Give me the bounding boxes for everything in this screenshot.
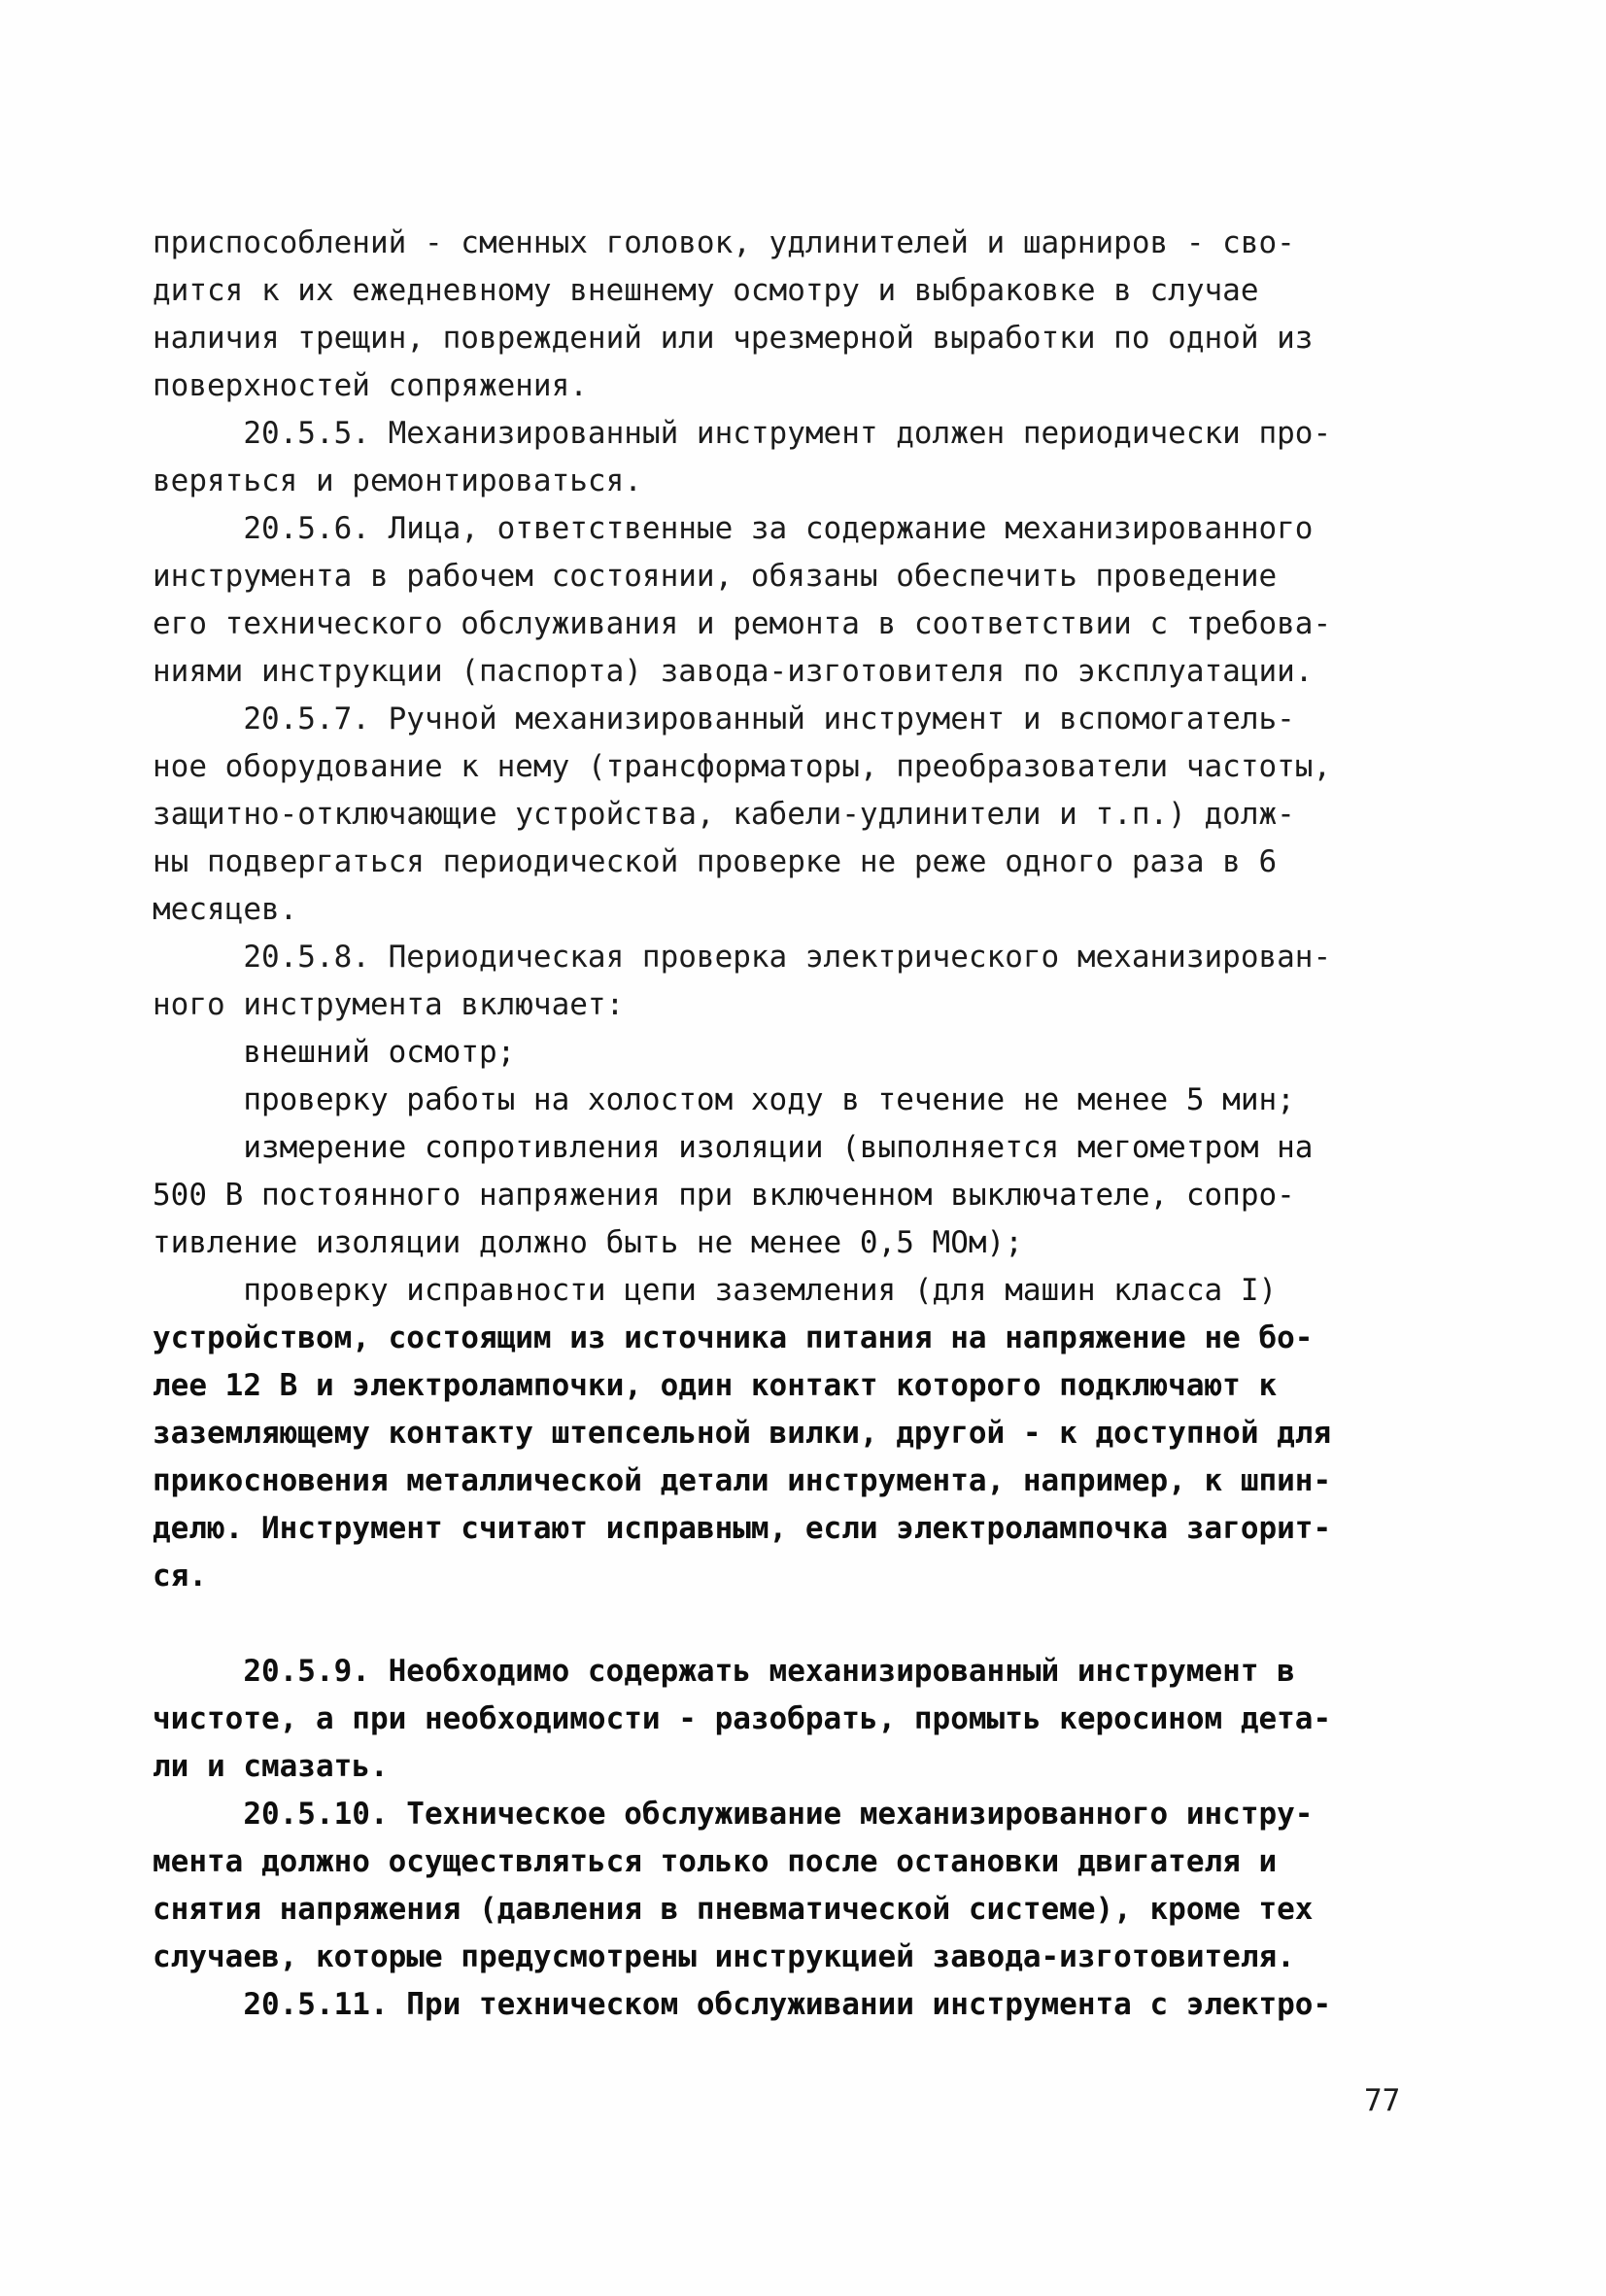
text-line: его технического обслуживания и ремонта в соответствии с требова- <box>153 606 1332 641</box>
text-line: устройством, состоящим из источника питания на напряжение не бо- <box>153 1320 1314 1355</box>
text-line: делю. Инструмент считают исправным, если электролампочка загорит- <box>153 1511 1332 1546</box>
text-line: веряться и ремонтироваться. <box>153 463 642 498</box>
text-line: заземляющему контакту штепсельной вилки, другой - к доступной для <box>153 1416 1332 1451</box>
text-line: наличия трещин, повреждений или чрезмерной выработки по одной из <box>153 321 1314 356</box>
list-item: внешний осмотр; <box>153 1035 516 1070</box>
text-line: тивление изоляции должно быть не менее 0,5 МОм); <box>153 1225 1023 1260</box>
text-line: чистоте, а при необходимости - разобрать, промыть керосином дета- <box>153 1701 1332 1736</box>
paragraph-20-5-6: 20.5.6. Лица, ответственные за содержание механизированного <box>153 511 1314 546</box>
paragraph-20-5-5: 20.5.5. Механизированный инструмент должен периодически про- <box>153 416 1332 451</box>
paragraph-20-5-7: 20.5.7. Ручной механизированный инструмент и вспомогатель- <box>153 702 1295 737</box>
paragraph-gap <box>153 1600 1474 1648</box>
page-number: 77 <box>1364 2083 1401 2118</box>
list-item: проверку исправности цепи заземления (для машин класса I) <box>153 1273 1278 1308</box>
text-line: приспособлений - сменных головок, удлинителей и шарниров - сво- <box>153 225 1295 260</box>
text-line: поверхностей сопряжения. <box>153 368 588 403</box>
text-line: прикосновения металлической детали инструмента, например, к шпин- <box>153 1463 1332 1498</box>
text-line: ниями инструкции (паспорта) завода-изготовителя по эксплуатации. <box>153 654 1314 689</box>
text-line: ное оборудование к нему (трансформаторы, преобразователи частоты, <box>153 749 1332 784</box>
text-line: случаев, которые предусмотрены инструкцией завода-изготовителя. <box>153 1939 1295 1974</box>
text-line: мента должно осуществляться только после остановки двигателя и <box>153 1844 1278 1879</box>
text-line: защитно-отключающие устройства, кабели-удлинители и т.п.) долж- <box>153 797 1295 832</box>
list-item: проверку работы на холостом ходу в течение не менее 5 мин; <box>153 1082 1295 1117</box>
text-line: 500 В постоянного напряжения при включенном выключателе, сопро- <box>153 1178 1295 1213</box>
text-line: ного инструмента включает: <box>153 987 625 1022</box>
text-line: инструмента в рабочем состоянии, обязаны обеспечить проведение <box>153 559 1278 594</box>
list-item: измерение сопротивления изоляции (выполняется мегометром на <box>153 1130 1314 1165</box>
paragraph-20-5-9: 20.5.9. Необходимо содержать механизированный инструмент в <box>153 1654 1295 1689</box>
paragraph-20-5-10: 20.5.10. Техническое обслуживание механизированного инстру- <box>153 1797 1314 1832</box>
paragraph-20-5-8: 20.5.8. Периодическая проверка электрического механизирован- <box>153 940 1332 975</box>
text-line: ли и смазать. <box>153 1749 389 1784</box>
body-text <box>153 220 1474 2029</box>
text-line: ны подвергаться периодической проверке не реже одного раза в 6 <box>153 844 1278 879</box>
text-line: ся. <box>153 1559 207 1593</box>
text-line: лее 12 В и электролампочки, один контакт которого подключают к <box>153 1368 1278 1403</box>
paragraph-20-5-11: 20.5.11. При техническом обслуживании инструмента с электро- <box>153 1987 1332 2022</box>
text-line: дится к их ежедневному внешнему осмотру и выбраковке в случае <box>153 273 1259 308</box>
text-line: снятия напряжения (давления в пневматической системе), кроме тех <box>153 1892 1314 1927</box>
text-line: месяцев. <box>153 892 298 927</box>
